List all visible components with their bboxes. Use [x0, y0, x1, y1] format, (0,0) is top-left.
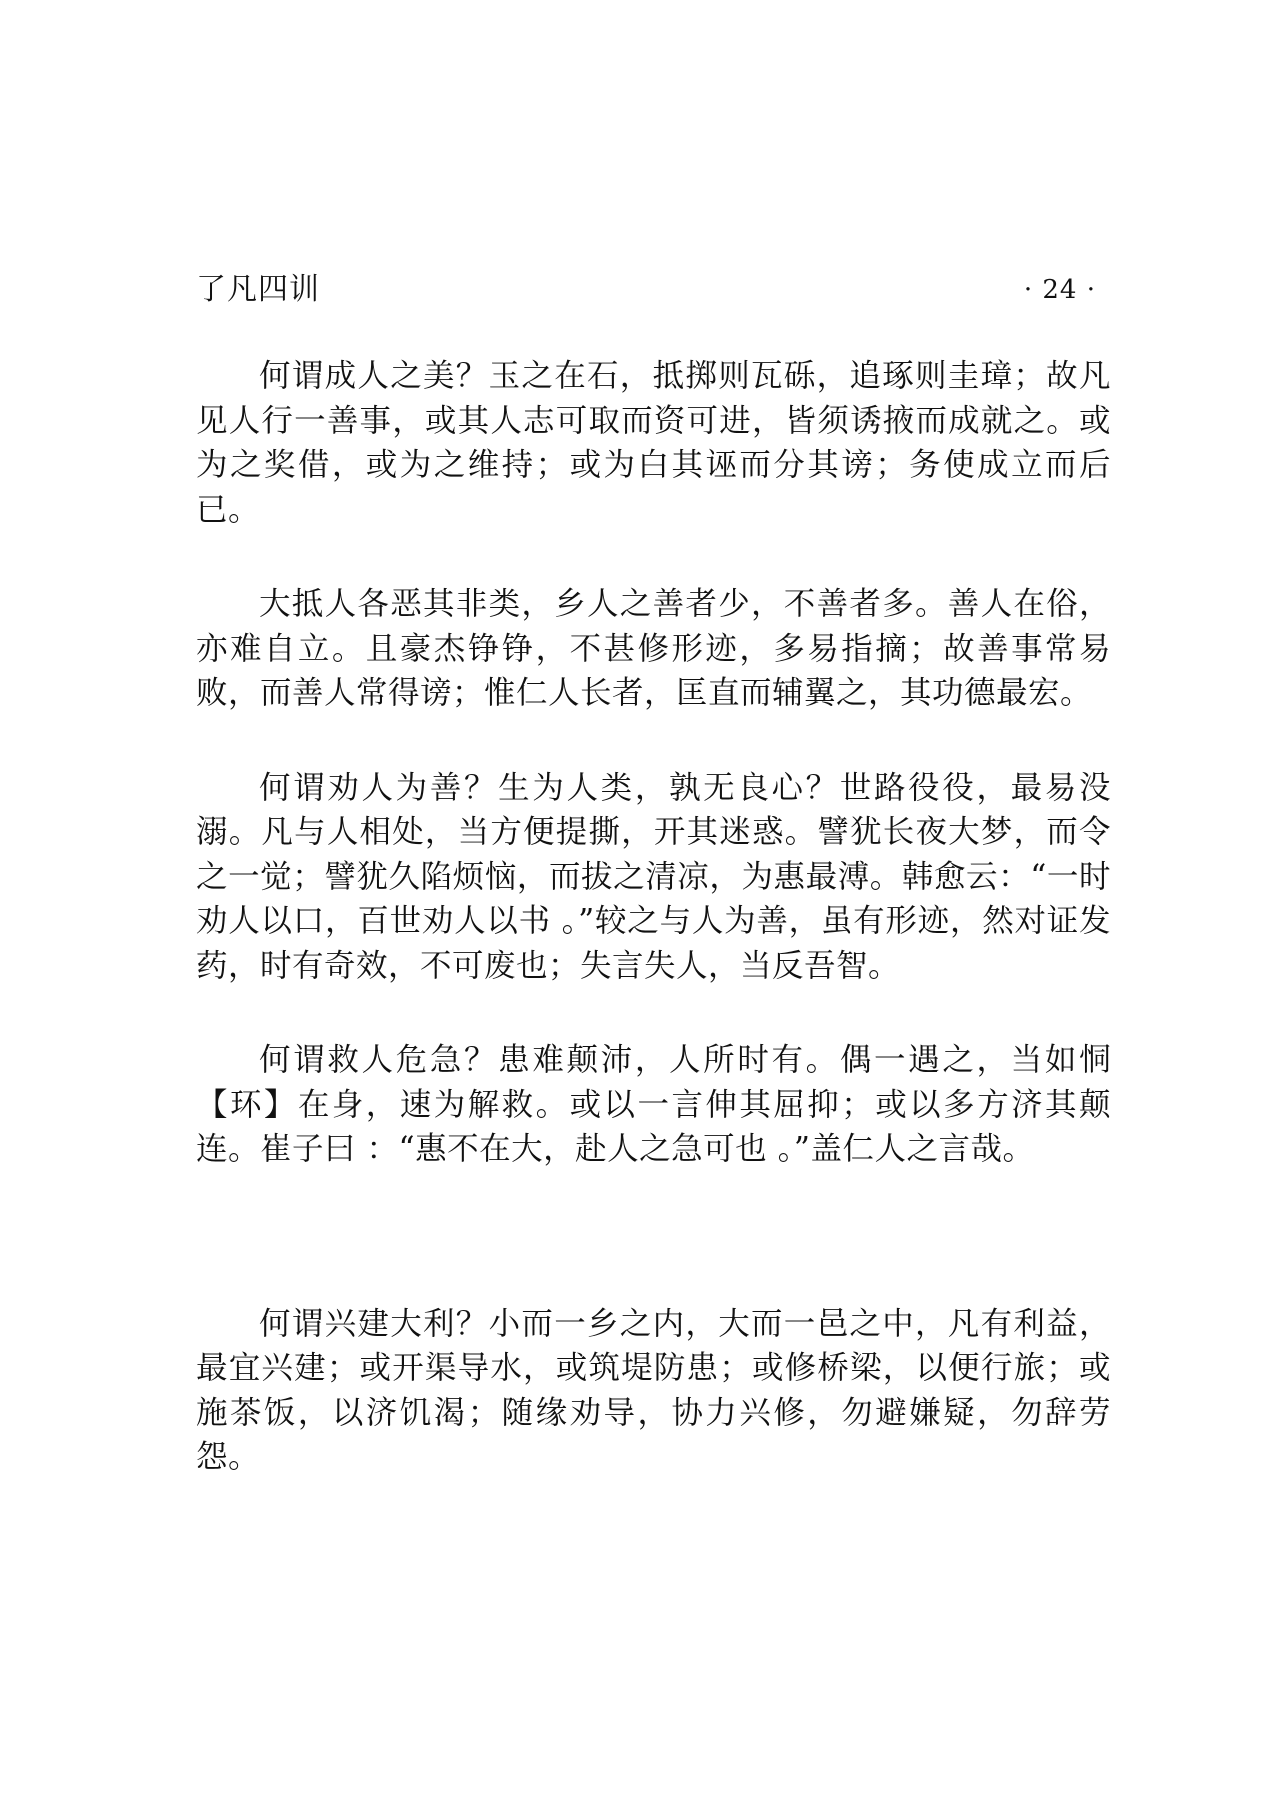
paragraph-dadi-ren: 大抵人各恶其非类，乡人之善者少，不善者多。善人在俗，亦难自立。且豪杰铮铮，不甚修形迹，多易指摘；故善事常易败，而善人常得谤；惟仁人长者，匡直而辅翼之，其功德最宏。: [196, 586, 1111, 711]
book-title: 了凡四训: [196, 272, 320, 307]
page-body: [196, 354, 1111, 1480]
paragraph-jiuren-weiji: 何谓救人危急？患难颠沛，人所时有。偶一遇之，当如恫【环】在身，速为解救。或以一言伸其屈抑；或以多方济其颠连。崔子曰 ：“惠不在大，赴人之急可也 。”盖仁人之言哉。: [196, 1042, 1111, 1167]
page-number: · 24 ·: [1023, 275, 1096, 305]
paragraph-quanren-weishan: 何谓劝人为善？生为人类，孰无良心？世路役役，最易没溺。凡与人相处，当方便提撕，开其迷惑。譬犹长夜大梦，而令之一觉；譬犹久陷烦恼，而拔之清凉，为惠最溥。韩愈云：“一时劝人以口，百世劝人以书 。”较之与人为善，虽有形迹，然对证发药，时有奇效，不可废也；失言失人，当反吾智。: [196, 769, 1111, 984]
page-header: [196, 270, 1096, 310]
paragraph-xingjian-dali: 何谓兴建大利？小而一乡之内，大而一邑之中，凡有利益，最宜兴建；或开渠导水，或筑堤防患；或修桥梁，以便行旅；或施茶饭，以济饥渴；随缘劝导，协力兴修，勿避嫌疑，勿辞劳怨。: [196, 1305, 1111, 1475]
paragraph-chengren-zhimei: 何谓成人之美？玉之在石，抵掷则瓦砾，追琢则圭璋；故凡见人行一善事，或其人志可取而资可进，皆须诱掖而成就之。或为之奖借，或为之维持；或为白其诬而分其谤；务使成立而后已。: [196, 358, 1111, 528]
